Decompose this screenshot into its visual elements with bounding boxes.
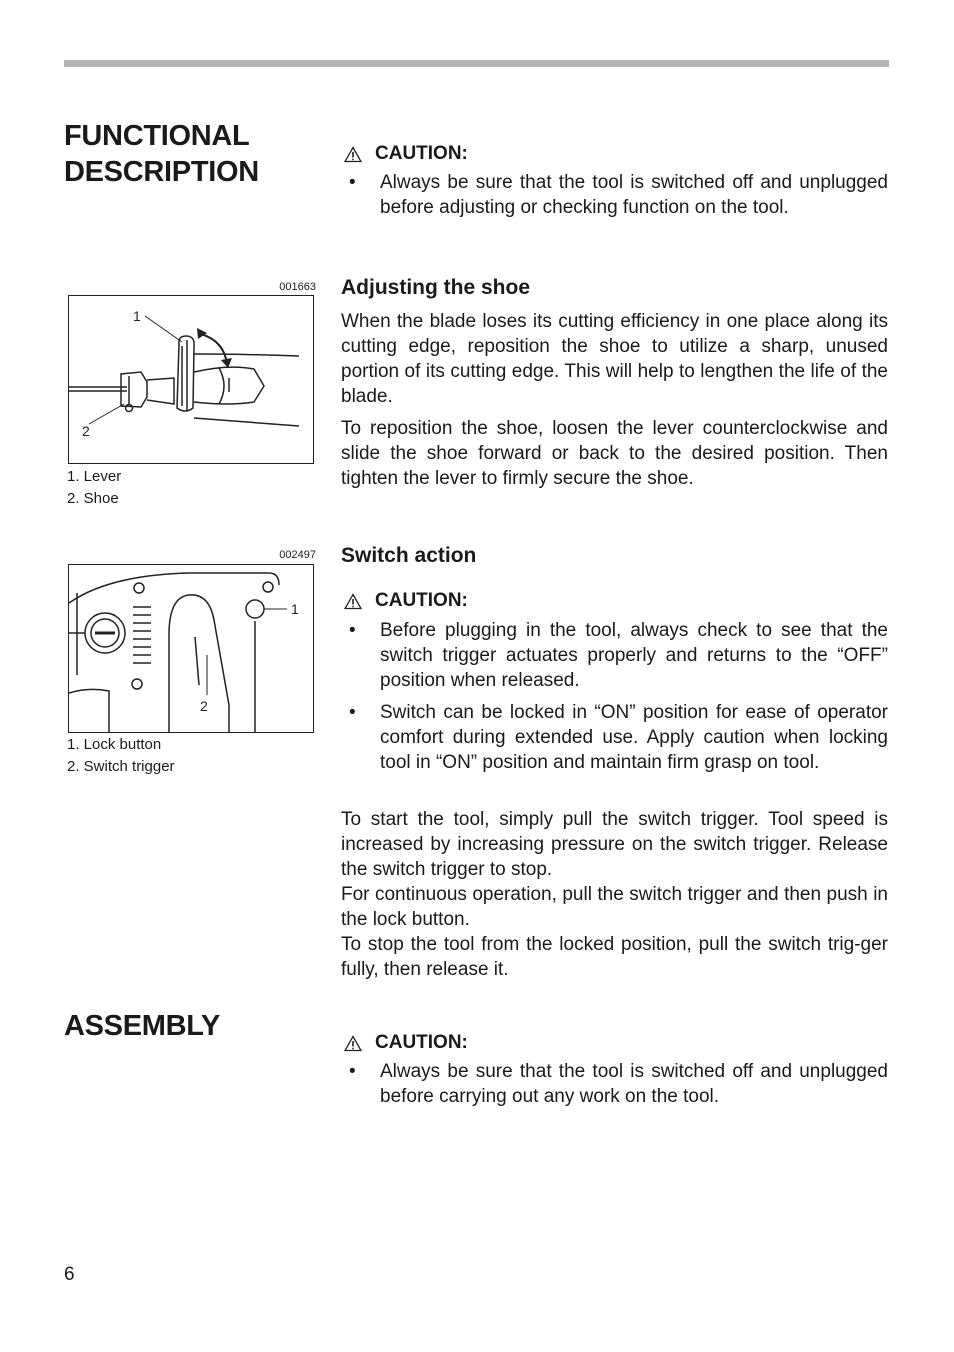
figure-code: 001663 xyxy=(279,281,316,293)
paragraph: When the blade loses its cutting efficiency in one place along its cutting edge, reposition the shoe to utilize a sharp, unused portion of its cutting edge. This will help to lengthen the life of the blade. xyxy=(341,311,888,407)
caution-item xyxy=(341,618,888,693)
figure-switch xyxy=(68,564,314,733)
callout-1: 1 xyxy=(133,308,141,324)
paragraph: For continuous operation, pull the switch trigger and then push in the lock button. xyxy=(341,884,888,930)
bullet: • xyxy=(349,620,356,641)
caution-label: CAUTION: xyxy=(375,590,468,611)
bullet: • xyxy=(349,702,356,723)
caution-item xyxy=(341,1059,888,1109)
paragraph: To reposition the shoe, loosen the lever counterclockwise and slide the shoe forward or back to the desired position. Then tighten the lever to firmly secure the shoe. xyxy=(341,418,888,489)
heading-adjusting-the-shoe: Adjusting the shoe xyxy=(341,276,530,299)
title-line-1: FUNCTIONAL xyxy=(64,120,250,152)
caution-heading xyxy=(341,1031,468,1055)
section-title-assembly: ASSEMBLY xyxy=(64,1010,221,1042)
caution-label: CAUTION: xyxy=(375,1032,468,1053)
legend-item-shoe: 2. Shoe xyxy=(67,490,119,507)
bullet: • xyxy=(349,1061,356,1082)
header-rule xyxy=(64,60,889,67)
legend-item-lock-button: 1. Lock button xyxy=(67,736,162,753)
caution-text: Always be sure that the tool is switched off and unplugged before adjusting or checking function on the tool. xyxy=(380,172,888,218)
bullet: • xyxy=(349,172,356,193)
caution-list xyxy=(341,170,888,227)
caution-heading xyxy=(341,142,468,166)
shoe-lever-illustration xyxy=(69,296,313,463)
figure-code: 002497 xyxy=(279,549,316,561)
heading-switch-action: Switch action xyxy=(341,544,477,567)
paragraph: To stop the tool from the locked position, pull the switch trig-ger fully, then release it. xyxy=(341,934,888,980)
switch-illustration xyxy=(69,565,313,732)
title-line-2: DESCRIPTION xyxy=(64,156,259,188)
section-title-functional-description xyxy=(64,118,259,190)
callout-2: 2 xyxy=(200,698,208,714)
caution-list xyxy=(341,1059,888,1116)
legend-item-lever: 1. Lever xyxy=(67,468,122,485)
callout-2: 2 xyxy=(82,423,90,439)
caution-item xyxy=(341,170,888,220)
page-number: 6 xyxy=(64,1264,75,1285)
caution-label: CAUTION: xyxy=(375,143,468,164)
callout-1: 1 xyxy=(291,601,299,617)
caution-item xyxy=(341,700,888,775)
caution-list xyxy=(341,618,888,782)
figure-legend xyxy=(67,734,175,778)
figure-legend xyxy=(67,466,121,510)
warning-triangle-icon xyxy=(344,1035,362,1052)
caution-text: Before plugging in the tool, always check to see that the switch trigger actuates properly and returns to the “OFF” position when released. xyxy=(380,620,888,691)
caution-text: Switch can be locked in “ON” position for ease of operator comfort during extended use. Apply caution when locking tool in “ON” position and maintain firm grasp on tool. xyxy=(380,702,888,773)
paragraph: To start the tool, simply pull the switch trigger. Tool speed is increased by increasing pressure on the switch trigger. Release the switch trigger to stop. xyxy=(341,809,888,880)
warning-triangle-icon xyxy=(344,593,362,610)
figure-shoe-lever xyxy=(68,295,314,464)
caution-text: Always be sure that the tool is switched off and unplugged before carrying out any work on the tool. xyxy=(380,1061,888,1107)
warning-triangle-icon xyxy=(344,146,362,163)
caution-heading xyxy=(341,589,468,613)
legend-item-switch-trigger: 2. Switch trigger xyxy=(67,758,175,775)
